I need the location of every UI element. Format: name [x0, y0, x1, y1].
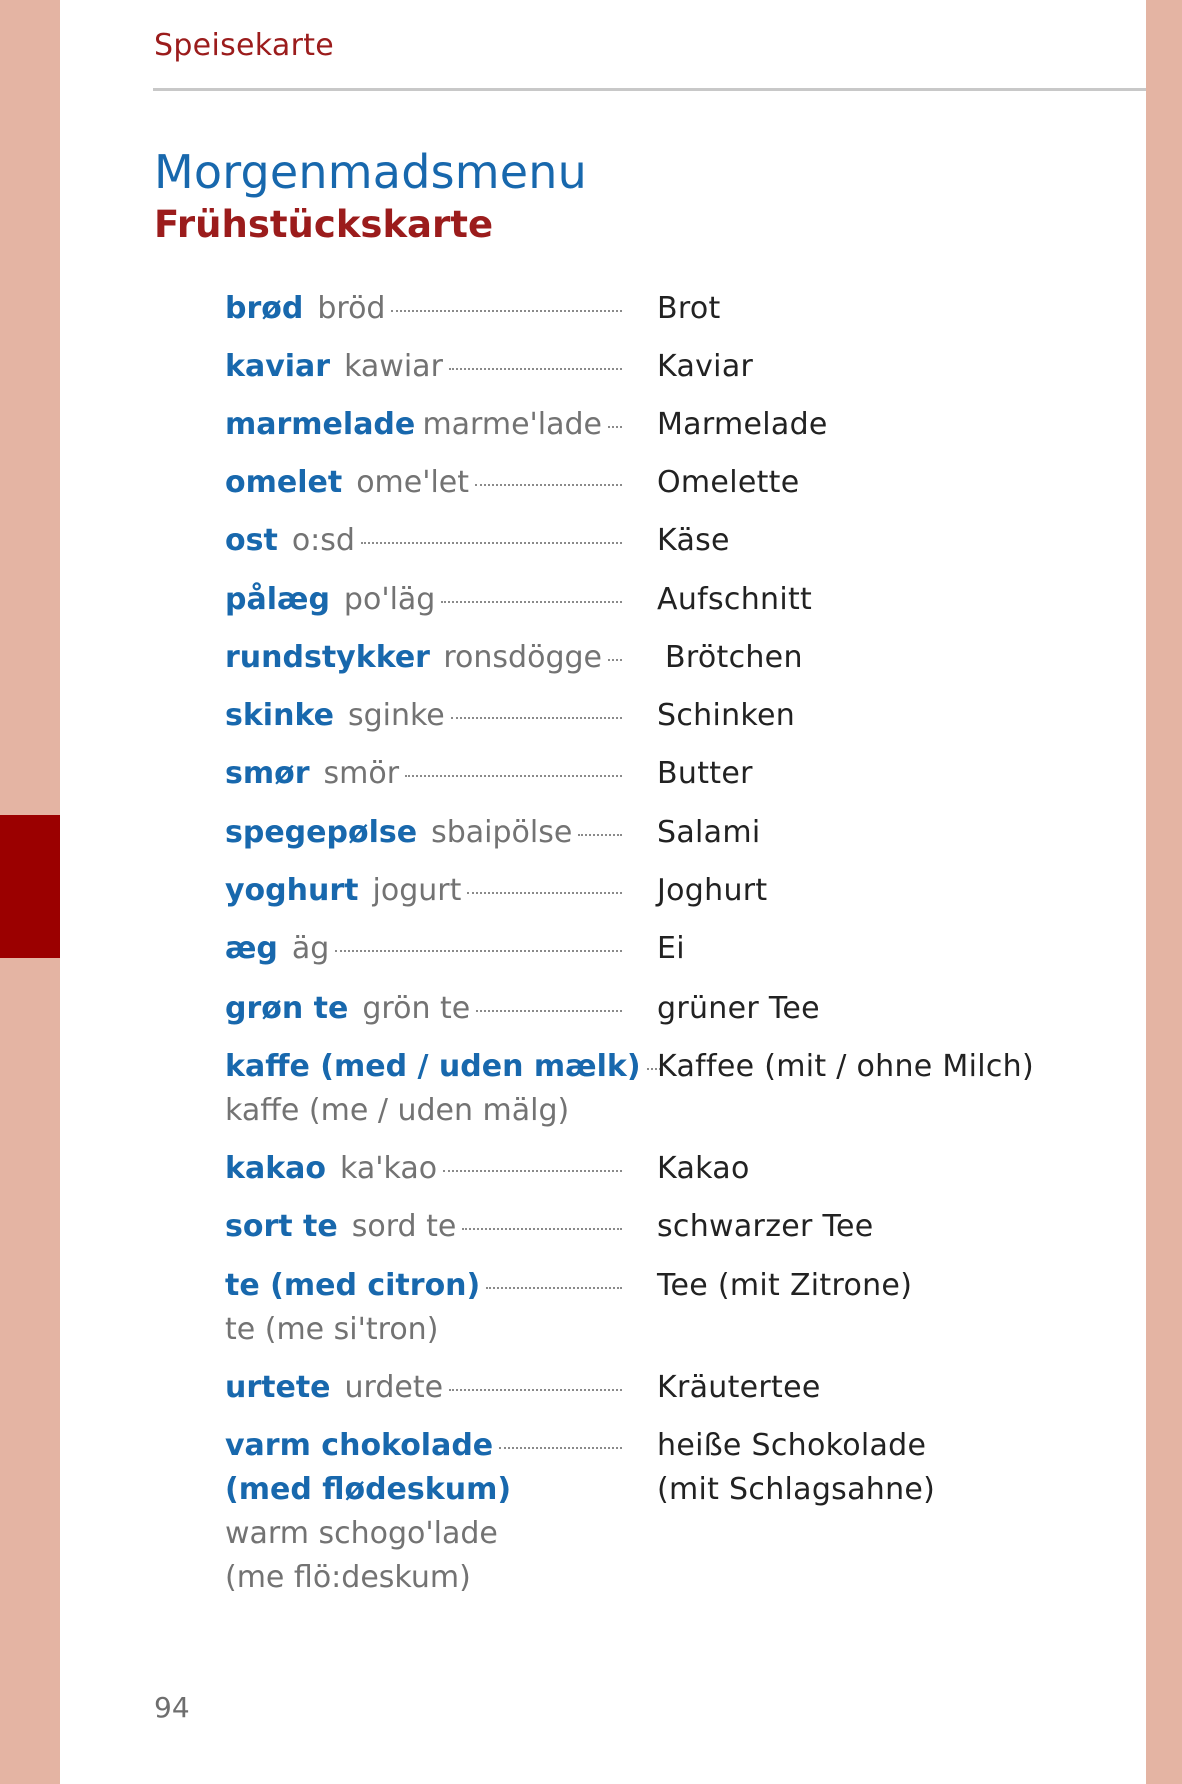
pronunciation: bröd: [317, 291, 386, 326]
pronunciation: sginke: [347, 698, 445, 733]
pronunciation: äg: [291, 931, 330, 966]
dot-leader: [441, 601, 622, 603]
dot-leader: [467, 892, 622, 894]
german-translation: Joghurt: [657, 873, 768, 908]
pronunciation: jogurt: [372, 873, 462, 908]
danish-word: rundstykker: [225, 640, 430, 675]
danish-word: kaviar: [225, 349, 331, 384]
header-rule: [153, 88, 1146, 91]
danish-word: omelet: [225, 465, 343, 500]
pronunciation: smör: [323, 756, 400, 791]
dot-leader: [361, 542, 622, 544]
danish-word: smør: [225, 756, 310, 791]
dot-leader: [476, 1010, 622, 1012]
pronunciation: grön te: [362, 991, 471, 1026]
german-translation: [657, 1424, 935, 1512]
german-translation: schwarzer Tee: [657, 1209, 874, 1244]
running-head: Speisekarte: [154, 28, 335, 63]
page-number: 94: [154, 1691, 190, 1724]
dot-leader: [499, 1447, 622, 1449]
german-translation: Butter: [657, 756, 753, 791]
pronunciation: urdete: [344, 1370, 444, 1405]
dot-leader: [451, 717, 622, 719]
danish-word: grøn te: [225, 991, 349, 1026]
danish-word: brød: [225, 291, 304, 326]
pronunciation: sbaipölse: [431, 815, 573, 850]
danish-word-continued: (med flødeskum): [225, 1472, 512, 1507]
dot-leader: [449, 1389, 622, 1391]
pronunciation: kawiar: [344, 349, 443, 384]
danish-word: yoghurt: [225, 873, 359, 908]
pronunciation: ronsdögge: [443, 640, 602, 675]
dot-leader: [475, 484, 622, 486]
dot-leader: [405, 775, 622, 777]
danish-word: spegepølse: [225, 815, 418, 850]
danish-word: skinke: [225, 698, 334, 733]
german-translation: Brötchen: [665, 640, 803, 675]
dot-leader: [608, 426, 622, 428]
german-translation-line: heiße Schokolade: [657, 1428, 927, 1463]
dot-leader: [578, 834, 622, 836]
danish-word: æg: [225, 931, 278, 966]
pronunciation: o:sd: [291, 523, 355, 558]
german-translation: Käse: [657, 523, 730, 558]
german-translation: Marmelade: [657, 407, 828, 442]
danish-word: marmelade: [225, 407, 416, 442]
danish-word: ost: [225, 523, 278, 558]
dot-leader: [391, 310, 622, 312]
section-title-danish: Morgenmadsmenu: [154, 145, 587, 199]
danish-word: varm chokolade: [225, 1428, 494, 1463]
danish-word: kakao: [225, 1151, 327, 1186]
danish-word: sort te: [225, 1209, 338, 1244]
pronunciation: ka'kao: [340, 1151, 438, 1186]
german-translation: Brot: [657, 291, 721, 326]
danish-word: pålæg: [225, 582, 330, 617]
dot-leader: [449, 368, 622, 370]
german-translation: Tee (mit Zitrone): [657, 1268, 913, 1303]
german-translation: Ei: [657, 931, 685, 966]
german-translation: Schinken: [657, 698, 796, 733]
german-translation-line-continued: (mit Schlagsahne): [657, 1472, 936, 1507]
pronunciation: po'läg: [343, 582, 436, 617]
german-translation: Kakao: [657, 1151, 750, 1186]
danish-word: kaffe (med / uden mælk): [225, 1049, 641, 1084]
dot-leader: [462, 1228, 622, 1230]
dot-leader: [608, 659, 622, 661]
pronunciation: marme'lade: [422, 407, 602, 442]
pronunciation: sord te: [351, 1209, 457, 1244]
section-thumb-tab: [0, 815, 60, 958]
german-translation: Kräutertee: [657, 1370, 821, 1405]
dot-leader: [335, 950, 622, 952]
german-translation: Kaffee (mit / ohne Milch): [657, 1049, 1034, 1084]
dot-leader: [486, 1287, 622, 1289]
german-translation: Kaviar: [657, 349, 754, 384]
pronunciation: te (me si'tron): [225, 1312, 439, 1347]
danish-word: urtete: [225, 1370, 331, 1405]
pronunciation: warm schogo'lade: [225, 1516, 498, 1551]
pronunciation-continued: (me flö:deskum): [225, 1560, 471, 1595]
section-title-german: Frühstückskarte: [154, 203, 494, 246]
danish-word: te (med citron): [225, 1268, 481, 1303]
german-translation: Aufschnitt: [657, 582, 813, 617]
pronunciation: kaffe (me / uden mälg): [225, 1093, 570, 1128]
german-translation: Omelette: [657, 465, 800, 500]
dot-leader: [443, 1170, 622, 1172]
right-margin-band: [1146, 0, 1182, 1784]
german-translation: grüner Tee: [657, 991, 820, 1026]
german-translation: Salami: [657, 815, 761, 850]
pronunciation: ome'let: [356, 465, 470, 500]
